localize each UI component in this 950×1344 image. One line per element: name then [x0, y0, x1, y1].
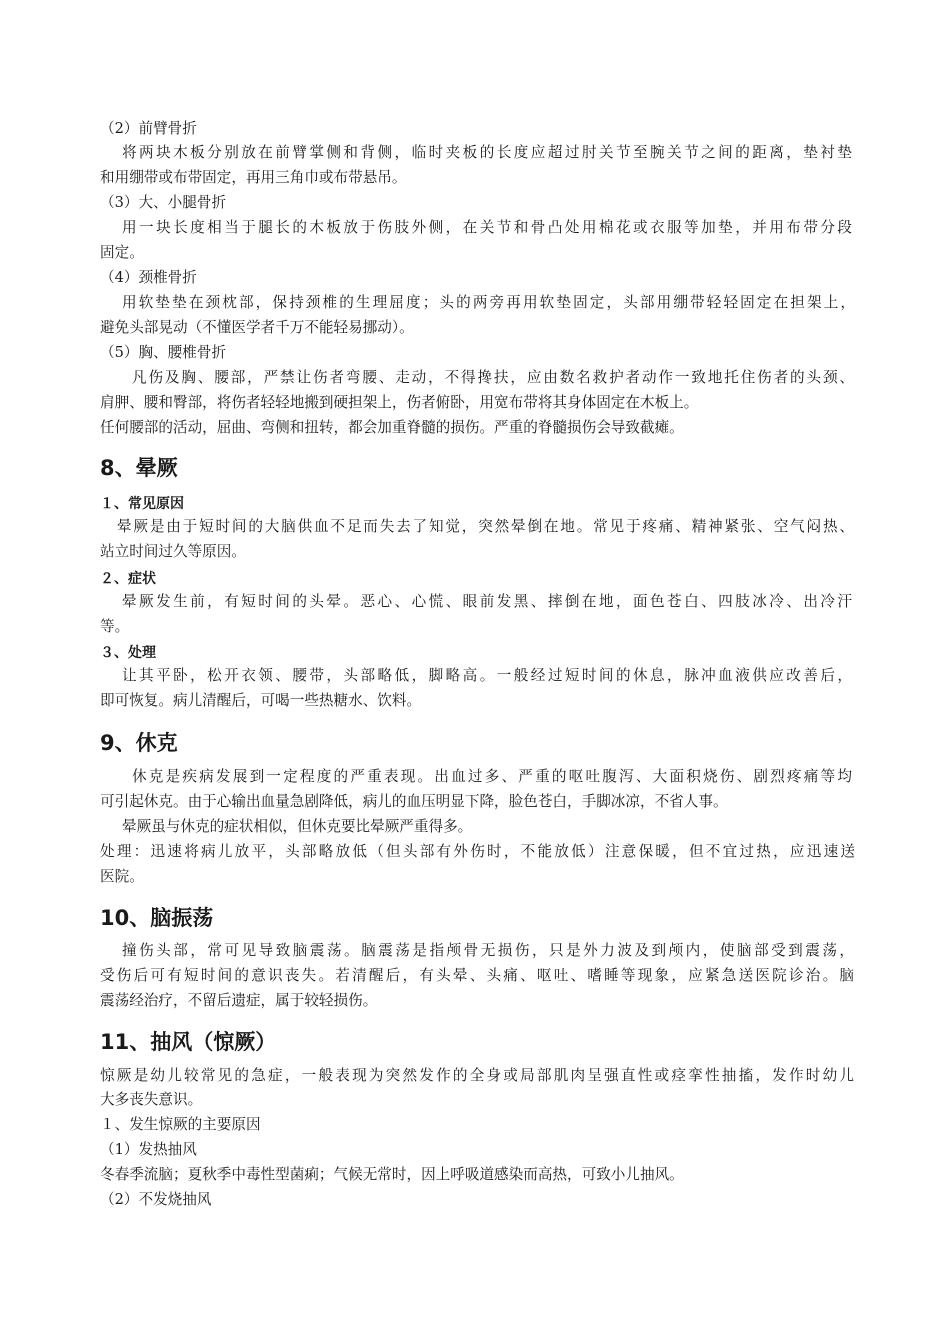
paragraph-line: 固定。: [100, 244, 144, 261]
paragraph-line: 凡伤及胸、腰部，严禁让伤者弯腰、走动，不得搀扶，应由数名救护者动作一致地托住伤者的头颈、: [132, 369, 854, 386]
paragraph-line: 晕厥是由于短时间的大脑供血不足而失去了知觉，突然晕倒在地。常见于疼痛、精神紧张、空气闷热、: [117, 518, 854, 535]
subheading-spine-fracture: （5）胸、腰椎骨折: [100, 344, 227, 361]
section-heading-shock: 9、休克: [100, 731, 178, 755]
paragraph-line: 站立时间过久等原因。: [100, 543, 246, 560]
section-heading-convulsion: 11、抽风（惊厥）: [100, 1030, 277, 1054]
subheading-fever-convulsion: （1）发热抽风: [100, 1141, 197, 1158]
paragraph-line: 和用绷带或布带固定，再用三角巾或布带悬吊。: [100, 169, 407, 186]
paragraph-line: 惊厥是幼儿较常见的急症，一般表现为突然发作的全身或局部肌肉呈强直性或痉挛性抽搐，发作时幼儿: [100, 1067, 854, 1084]
paragraph-line: 肩胛、腰和臀部，将伤者轻轻地搬到硬担架上，伤者俯卧，用宽布带将其身体固定在木板上。: [100, 394, 699, 411]
paragraph-line: 休克是疾病发展到一定程度的严重表现。出血过多、严重的呕吐腹泻、大面积烧伤、剧烈疼痛等均: [132, 768, 852, 785]
subsection-heading: ３、处理: [100, 645, 156, 661]
paragraph-line: 即可恢复。病儿清醒后，可喝一些热糖水、饮料。: [100, 692, 422, 709]
subheading-cervical-fracture: （4）颈椎骨折: [100, 269, 197, 286]
paragraph-line: 受伤后可有短时间的意识丧失。若清醒后，有头晕、头痛、呕吐、嗜睡等现象，应紧急送医院诊治。脑: [100, 967, 854, 984]
paragraph-line: 用一块长度相当于腿长的木板放于伤肢外侧，在关节和骨凸处用棉花或衣服等加垫，并用布带分段: [122, 219, 852, 236]
paragraph-line: 用软垫垫在颈枕部，保持颈椎的生理屈度；头的两旁再用软垫固定，头部用绷带轻轻固定在担架上，: [122, 294, 855, 311]
subheading-convulsion-causes: １、发生惊厥的主要原因: [100, 1116, 261, 1133]
subsection-heading: ２、症状: [100, 571, 156, 587]
subheading-leg-fracture: （3）大、小腿骨折: [100, 194, 227, 211]
section-heading-fainting: 8、晕厥: [100, 456, 178, 480]
paragraph-line: 医院。: [100, 868, 144, 885]
paragraph-line: 冬春季流脑；夏秋季中毒性型菌痢；气候无常时，因上呼吸道感染而高热，可致小儿抽风。: [100, 1166, 684, 1183]
section-heading-concussion: 10、脑振荡: [100, 906, 214, 930]
subheading-forearm-fracture: （2）前臂骨折: [100, 120, 197, 137]
subheading-afebrile-convulsion: （2）不发烧抽风: [100, 1191, 212, 1208]
paragraph-line: 等。: [100, 618, 130, 635]
subsection-heading: １、常见原因: [100, 496, 184, 512]
paragraph-line: 处理：迅速将病儿放平，头部略放低（但头部有外伤时，不能放低）注意保暖，但不宜过热，应迅速送: [100, 843, 855, 860]
paragraph-line: 震荡经治疗，不留后遗症，属于较轻损伤。: [100, 992, 378, 1009]
paragraph-line: 任何腰部的活动，屈曲、弯侧和扭转，都会加重脊髓的损伤。严重的脊髓损伤会导致截瘫。: [100, 419, 684, 436]
paragraph-line: 大多丧失意识。: [100, 1091, 203, 1108]
paragraph-line: 让其平卧，松开衣领、腰带，头部略低，脚略高。一般经过短时间的休息，脉冲血液供应改善后，: [122, 667, 852, 684]
paragraph-line: 可引起休克。由于心输出血量急剧降低，病儿的血压明显下降，脸色苍白，手脚冰凉，不省人事。: [100, 793, 728, 810]
paragraph-line: 撞伤头部，常可见导致脑震荡。脑震荡是指颅骨无损伤，只是外力波及到颅内，使脑部受到震荡，: [122, 942, 854, 959]
paragraph-line: 将两块木板分别放在前臂掌侧和背侧，临时夹板的长度应超过肘关节至腕关节之间的距离，垫衬垫: [122, 144, 852, 161]
paragraph-line: 避免头部晃动（不懂医学者千万不能轻易挪动）。: [100, 319, 414, 336]
paragraph-line: 晕厥虽与休克的症状相似，但休克要比晕厥严重得多。: [122, 818, 473, 835]
paragraph-line: 晕厥发生前，有短时间的头晕。恶心、心慌、眼前发黑、摔倒在地，面色苍白、四肢冰冷、出冷汗: [122, 593, 852, 610]
